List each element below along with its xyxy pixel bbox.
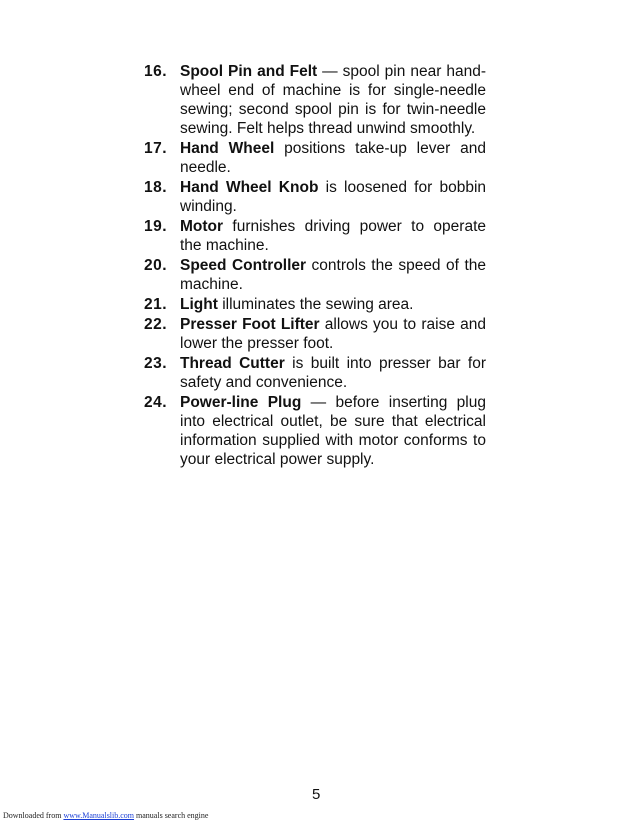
item-description: spool pin near hand-wheel end of machine is for single-needle sewing; second spool pin is for twin-needle sewing. Felt helps thread unwind smoothly. bbox=[180, 63, 486, 137]
item-number: 16. bbox=[144, 63, 168, 80]
item-term: Motor bbox=[180, 218, 224, 235]
item-separator: — bbox=[317, 63, 343, 80]
item-separator bbox=[223, 218, 232, 235]
list-item bbox=[144, 393, 486, 469]
footer-prefix: Downloaded from bbox=[3, 811, 64, 820]
item-term: Hand Wheel bbox=[180, 140, 275, 157]
item-number: 17. bbox=[144, 140, 168, 157]
footer-link[interactable]: www.Manualslib.com bbox=[63, 811, 135, 820]
item-separator: — bbox=[301, 394, 336, 411]
item-term: Power-line Plug bbox=[180, 394, 302, 411]
item-description: illuminates the sewing area. bbox=[222, 296, 414, 313]
list-item bbox=[144, 354, 486, 392]
item-number: 20. bbox=[144, 257, 168, 274]
list-item bbox=[144, 217, 486, 255]
list-item bbox=[144, 256, 486, 294]
item-term: Speed Controller bbox=[180, 257, 307, 274]
item-description: controls the speed of the machine. bbox=[180, 257, 486, 293]
list-item bbox=[144, 315, 486, 353]
footer-suffix: manuals search engine bbox=[134, 811, 209, 820]
page-number: 5 bbox=[312, 786, 321, 803]
list-item bbox=[144, 139, 486, 177]
item-description: is loosened for bobbin winding. bbox=[180, 179, 487, 215]
item-number: 23. bbox=[144, 355, 168, 372]
item-term: Light bbox=[180, 296, 218, 313]
item-term: Thread Cutter bbox=[180, 355, 285, 372]
list-item bbox=[144, 62, 486, 138]
list-item bbox=[144, 178, 486, 216]
item-description: positions take-up lever and needle. bbox=[180, 140, 486, 176]
item-description: is built into presser bar for safety and convenience. bbox=[180, 355, 487, 391]
item-separator bbox=[318, 179, 325, 196]
item-description: furnishes driving power to operate the machine. bbox=[180, 218, 486, 254]
item-number: 18. bbox=[144, 179, 168, 196]
item-term: Spool Pin and Felt bbox=[180, 63, 318, 80]
item-term: Presser Foot Lifter bbox=[180, 316, 320, 333]
item-number: 24. bbox=[144, 394, 168, 411]
item-description: allows you to raise and lower the presser foot. bbox=[180, 316, 487, 352]
item-description: before inserting plug into electrical outlet, be sure that electrical information supplied with motor conforms to your electrical power supply. bbox=[180, 394, 486, 468]
parts-list bbox=[144, 62, 486, 470]
item-number: 21. bbox=[144, 296, 168, 313]
item-term: Hand Wheel Knob bbox=[180, 179, 319, 196]
item-separator bbox=[274, 140, 284, 157]
download-footer bbox=[3, 811, 208, 820]
item-number: 22. bbox=[144, 316, 168, 333]
item-number: 19. bbox=[144, 218, 168, 235]
list-item bbox=[144, 295, 486, 314]
